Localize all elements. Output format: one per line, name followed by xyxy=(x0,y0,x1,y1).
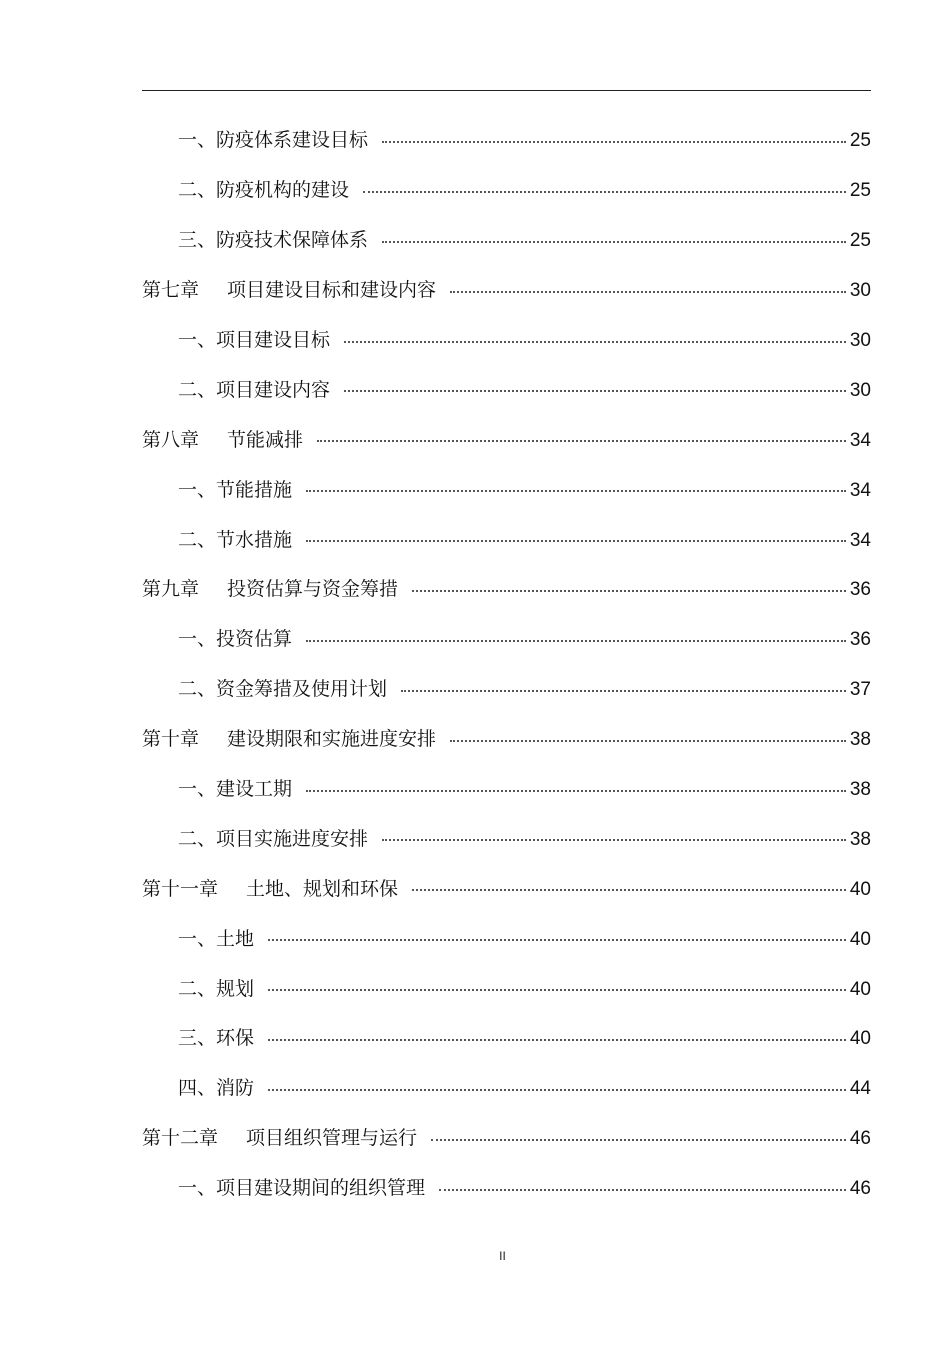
toc-entry-label xyxy=(178,1029,254,1048)
toc-chapter-entry[interactable] xyxy=(142,415,871,465)
toc-chapter-entry[interactable] xyxy=(142,864,871,914)
toc-chapter-entry[interactable] xyxy=(142,1114,871,1164)
toc-entry-title: 防疫体系建设目标 xyxy=(216,129,369,152)
toc-dot-leader xyxy=(363,191,846,193)
toc-entry-prefix: 二、 xyxy=(178,678,217,701)
toc-section-entry[interactable] xyxy=(142,116,871,166)
toc-entry-page-number: 25 xyxy=(849,180,871,202)
toc-dot-leader xyxy=(344,341,846,343)
toc-entry-title: 防疫机构的建设 xyxy=(216,179,350,202)
toc-section-entry[interactable] xyxy=(142,1164,871,1214)
toc-entry-page-number: 30 xyxy=(849,330,871,351)
toc-entry-title: 规划 xyxy=(216,977,255,1000)
toc-entry-title: 建设工期 xyxy=(216,778,293,801)
toc-dot-leader xyxy=(317,440,846,442)
toc-entry-prefix: 一、 xyxy=(178,329,217,351)
toc-entry-label xyxy=(142,281,436,300)
toc-entry-title: 资金筹措及使用计划 xyxy=(216,678,388,701)
toc-entry-page-number: 36 xyxy=(849,629,871,651)
toc-entry-page-number: 34 xyxy=(849,529,871,551)
toc-entry-label xyxy=(178,331,330,350)
toc-entry-label xyxy=(142,730,436,749)
toc-dot-leader xyxy=(306,540,846,542)
toc-section-entry[interactable] xyxy=(142,1014,871,1064)
toc-entry-page-number: 25 xyxy=(849,230,871,252)
toc-dot-leader xyxy=(431,1139,846,1141)
toc-entry-title: 节能减排 xyxy=(227,428,304,451)
toc-section-entry[interactable] xyxy=(142,365,871,415)
toc-entry-label xyxy=(142,428,304,451)
toc-section-entry[interactable] xyxy=(142,665,871,715)
toc-entry-page-number: 38 xyxy=(849,729,871,751)
toc-entry-prefix: 三、 xyxy=(178,229,217,252)
toc-section-entry[interactable] xyxy=(142,515,871,565)
toc-section-entry[interactable] xyxy=(142,1064,871,1114)
toc-dot-leader xyxy=(306,640,846,642)
toc-entry-prefix: 一、 xyxy=(178,778,217,801)
table-of-contents xyxy=(142,116,871,1214)
toc-entry-prefix: 第七章 xyxy=(142,279,200,302)
toc-entry-label xyxy=(178,181,349,200)
toc-entry-title: 项目建设目标和建设内容 xyxy=(227,279,437,302)
toc-entry-page-number: 34 xyxy=(849,479,871,501)
toc-dot-leader xyxy=(450,291,846,293)
toc-entry-prefix: 第十二章 xyxy=(142,1127,219,1150)
toc-entry-title: 节水措施 xyxy=(216,528,293,551)
toc-section-entry[interactable] xyxy=(142,166,871,216)
toc-entry-title: 投资估算 xyxy=(216,628,293,651)
toc-entry-prefix: 二、 xyxy=(178,977,217,1000)
toc-dot-leader xyxy=(268,989,846,991)
toc-dot-leader xyxy=(306,790,846,792)
toc-entry-page-number: 40 xyxy=(849,1028,871,1050)
toc-entry-title: 土地、规划和环保 xyxy=(246,877,399,900)
toc-dot-leader xyxy=(401,690,846,692)
toc-entry-title: 土地 xyxy=(216,927,255,950)
toc-entry-title: 环保 xyxy=(216,1027,255,1050)
page-number-footer: II xyxy=(499,1249,506,1263)
toc-entry-page-number: 40 xyxy=(849,928,871,950)
toc-entry-title: 项目实施进度安排 xyxy=(216,827,369,850)
toc-section-entry[interactable] xyxy=(142,814,871,864)
toc-entry-label xyxy=(178,378,331,401)
toc-entry-prefix: 二、 xyxy=(178,378,217,401)
toc-dot-leader xyxy=(344,390,846,392)
toc-dot-leader xyxy=(382,839,846,841)
toc-entry-label xyxy=(178,1179,425,1198)
toc-section-entry[interactable] xyxy=(142,964,871,1014)
toc-dot-leader xyxy=(268,939,846,941)
toc-entry-prefix: 二、 xyxy=(178,528,217,551)
toc-entry-label xyxy=(178,827,369,850)
header-rule xyxy=(142,90,871,91)
toc-dot-leader xyxy=(439,1189,846,1191)
toc-entry-label xyxy=(142,580,398,599)
toc-entry-label xyxy=(178,131,368,150)
toc-chapter-entry[interactable] xyxy=(142,715,871,765)
toc-entry-prefix: 第十章 xyxy=(142,728,200,751)
toc-entry-page-number: 40 xyxy=(849,878,871,900)
toc-entry-prefix: 二、 xyxy=(178,179,217,202)
toc-section-entry[interactable] xyxy=(142,465,871,515)
toc-section-entry[interactable] xyxy=(142,914,871,964)
toc-entry-page-number: 36 xyxy=(849,579,871,601)
toc-section-entry[interactable] xyxy=(142,216,871,266)
toc-entry-prefix: 第八章 xyxy=(142,428,200,451)
toc-entry-label xyxy=(178,927,255,950)
toc-entry-label xyxy=(178,680,387,699)
toc-entry-label xyxy=(178,977,255,1000)
toc-dot-leader xyxy=(382,141,846,143)
toc-entry-label xyxy=(142,1129,417,1148)
toc-entry-title: 消防 xyxy=(216,1077,255,1100)
toc-section-entry[interactable] xyxy=(142,765,871,815)
toc-entry-prefix: 一、 xyxy=(178,1177,217,1200)
toc-chapter-entry[interactable] xyxy=(142,266,871,316)
toc-entry-page-number: 34 xyxy=(849,429,871,451)
toc-dot-leader xyxy=(382,241,846,243)
toc-entry-title: 投资估算与资金筹措 xyxy=(227,578,399,601)
toc-dot-leader xyxy=(412,889,846,891)
toc-entry-label xyxy=(142,877,399,900)
toc-entry-title: 节能措施 xyxy=(216,478,293,501)
toc-entry-page-number: 30 xyxy=(849,379,871,401)
toc-entry-title: 项目建设内容 xyxy=(216,378,331,401)
toc-entry-prefix: 第九章 xyxy=(142,578,200,601)
toc-dot-leader xyxy=(268,1039,846,1041)
toc-section-entry[interactable] xyxy=(142,615,871,665)
toc-entry-prefix: 二、 xyxy=(178,827,217,850)
toc-entry-page-number: 40 xyxy=(849,978,871,1000)
toc-entry-prefix: 第十一章 xyxy=(142,877,219,900)
toc-entry-label xyxy=(178,231,368,250)
toc-entry-page-number: 38 xyxy=(849,779,871,801)
toc-entry-label xyxy=(178,478,293,501)
toc-entry-prefix: 一、 xyxy=(178,628,217,651)
toc-entry-title: 防疫技术保障体系 xyxy=(216,229,369,252)
toc-entry-prefix: 一、 xyxy=(178,927,217,950)
toc-section-entry[interactable] xyxy=(142,316,871,366)
toc-entry-prefix: 一、 xyxy=(178,129,217,152)
toc-entry-page-number: 30 xyxy=(849,280,871,302)
toc-entry-page-number: 46 xyxy=(849,1178,871,1200)
toc-entry-title: 项目组织管理与运行 xyxy=(246,1127,418,1150)
toc-dot-leader xyxy=(306,490,846,492)
toc-entry-prefix: 四、 xyxy=(178,1077,217,1100)
toc-entry-label xyxy=(178,1079,254,1098)
toc-chapter-entry[interactable] xyxy=(142,565,871,615)
toc-dot-leader xyxy=(268,1089,846,1091)
toc-entry-page-number: 38 xyxy=(849,828,871,850)
toc-entry-prefix: 一、 xyxy=(178,478,217,501)
toc-entry-title: 项目建设目标 xyxy=(216,329,331,351)
toc-entry-prefix: 三、 xyxy=(178,1027,217,1050)
toc-entry-title: 项目建设期间的组织管理 xyxy=(216,1177,426,1200)
toc-entry-title: 建设期限和实施进度安排 xyxy=(227,728,437,751)
toc-entry-label xyxy=(178,780,292,799)
toc-dot-leader xyxy=(412,590,846,592)
toc-entry-page-number: 37 xyxy=(849,679,871,701)
toc-entry-page-number: 44 xyxy=(849,1078,871,1100)
toc-entry-page-number: 25 xyxy=(849,130,871,152)
toc-entry-page-number: 46 xyxy=(849,1128,871,1150)
toc-dot-leader xyxy=(450,740,846,742)
toc-entry-label xyxy=(178,630,292,649)
toc-entry-label xyxy=(178,528,293,551)
